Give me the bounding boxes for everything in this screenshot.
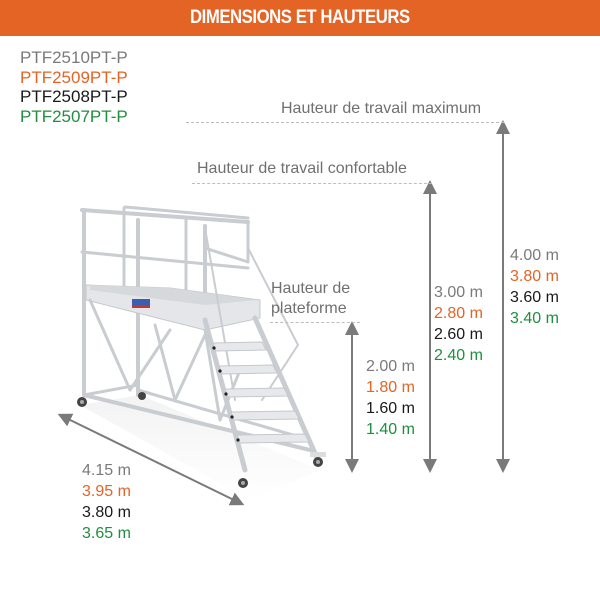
model-ref: PTF2508PT-P bbox=[20, 87, 128, 106]
model-ref: PTF2510PT-P bbox=[20, 48, 128, 67]
dimension-value: 3.60 m bbox=[510, 289, 559, 306]
dimension-value: 4.15 m bbox=[82, 462, 131, 479]
dimension-value: 1.40 m bbox=[366, 421, 415, 438]
page-title: DIMENSIONS ET HAUTEURS bbox=[190, 7, 410, 28]
dimension-value: 2.00 m bbox=[366, 358, 415, 375]
model-ref: PTF2509PT-P bbox=[20, 67, 128, 87]
length-values bbox=[82, 460, 131, 544]
dimension-value: 3.40 m bbox=[510, 310, 559, 327]
dimension-value: 3.80 m bbox=[510, 268, 559, 285]
dimension-value: 3.95 m bbox=[82, 483, 131, 500]
max-height-guide-line bbox=[186, 122, 504, 123]
platform-height-values bbox=[366, 356, 415, 440]
dimension-value: 1.60 m bbox=[366, 400, 415, 417]
platform-height-label-line1: Hauteur de bbox=[271, 280, 351, 297]
comfort-height-values bbox=[434, 282, 483, 366]
comfort-height-guide-line bbox=[192, 183, 432, 184]
dimension-value: 3.65 m bbox=[82, 525, 131, 542]
platform-height-guide-line bbox=[270, 322, 360, 323]
max-work-height-label: Hauteur de travail maximum bbox=[281, 100, 482, 117]
dimension-value: 3.80 m bbox=[82, 504, 131, 521]
model-ref: PTF2507PT-P bbox=[20, 106, 128, 126]
max-height-values bbox=[510, 245, 559, 329]
dimension-value: 1.80 m bbox=[366, 379, 415, 396]
dimension-value: 2.60 m bbox=[434, 326, 483, 343]
dimension-value: 3.00 m bbox=[434, 284, 483, 301]
comfort-work-height-label: Hauteur de travail confortable bbox=[197, 160, 407, 177]
platform-height-label bbox=[271, 279, 350, 319]
dimension-value: 2.40 m bbox=[434, 347, 483, 364]
dimension-value: 2.80 m bbox=[434, 305, 483, 322]
platform-height-label-line2: plateforme bbox=[271, 300, 347, 317]
dimension-value: 4.00 m bbox=[510, 247, 559, 264]
